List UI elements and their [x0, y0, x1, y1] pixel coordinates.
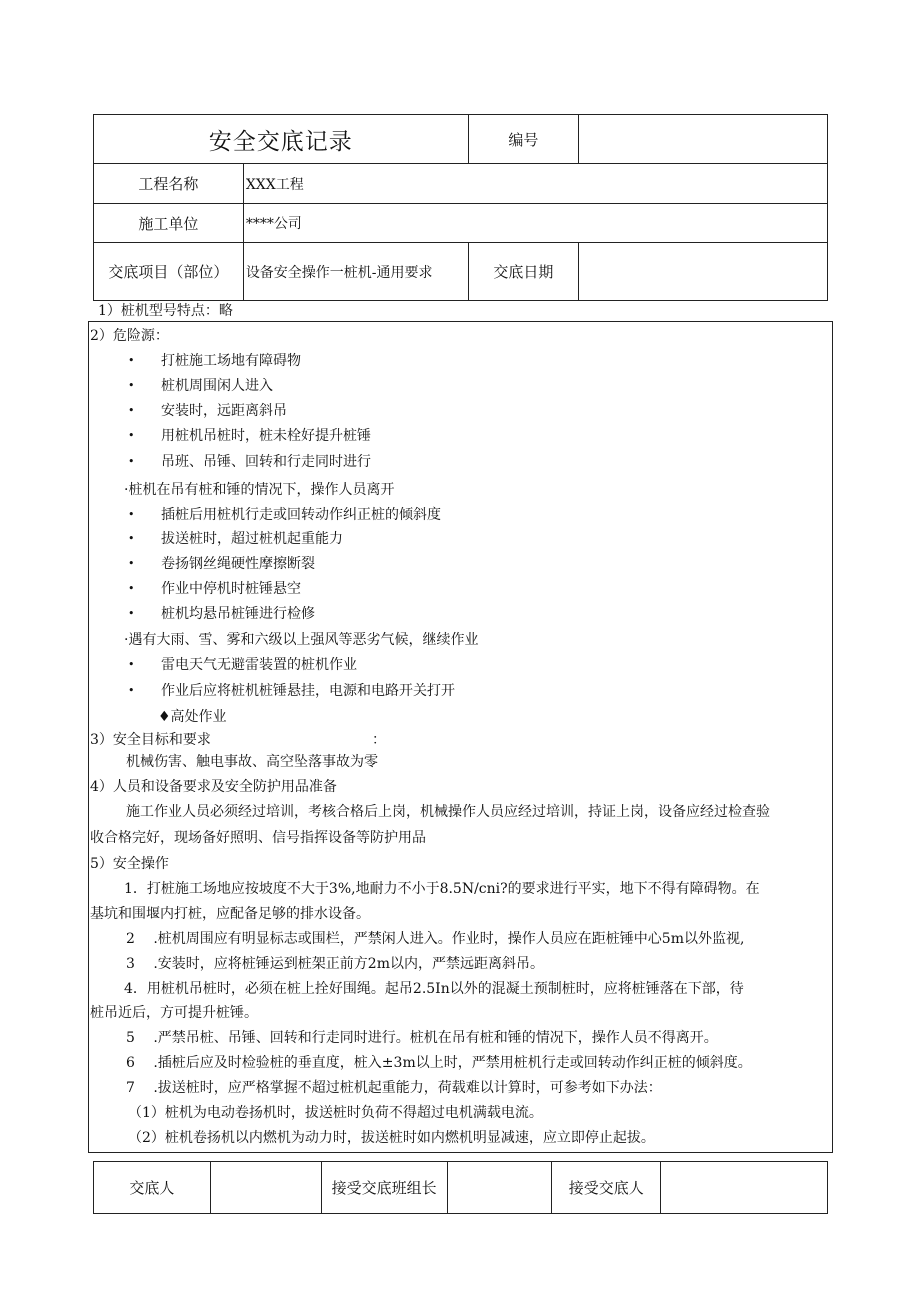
bullet-icon: • — [128, 354, 135, 367]
hazard-item: 插桩后用桩机行走或回转动作纠正桩的倾斜度 — [161, 507, 441, 523]
project-name-label: 工程名称 — [94, 164, 244, 204]
hazard-item: ·桩机在吊有桩和锤的情况下，操作人员离开 — [124, 482, 395, 498]
hazard-item: 作业后应将桩机桩锤悬挂，电源和电路开关打开 — [161, 683, 455, 699]
section-4-line1: 施工作业人员必须经过培训，考核合格后上岗，机械操作人员应经过培训，持证上岗，设备应经过检查验 — [126, 804, 770, 820]
operation-rule-5: 5 .严禁吊桩、吊锤、回转和行走同时进行。桩机在吊有桩和锤的情况下，操作人员不得离开。 — [126, 1030, 718, 1046]
header-table — [93, 114, 828, 301]
hazard-item: ♦高处作业 — [158, 709, 227, 725]
receiver-label: 接受交底人 — [552, 1162, 661, 1214]
team-leader-label: 接受交底班组长 — [321, 1162, 447, 1214]
bullet-icon: • — [128, 404, 135, 417]
operation-rule-4a: 4．用桩机吊桩时，必须在桩上拴好围绳。起吊2.5In以外的混凝土预制桩时，应将桩锤落在下部，待 — [124, 981, 744, 997]
disclosure-item-value: 设备安全操作一桩机-通用要求 — [243, 243, 468, 301]
bullet-icon: • — [128, 658, 135, 671]
operation-subrule-2: （2）桩机卷扬机以内燃机为动力时，拔送桩时如内燃机明显减速，应立即停止起拔。 — [128, 1130, 655, 1146]
bullet-icon: • — [128, 429, 135, 442]
construction-unit-label: 施工单位 — [94, 204, 244, 243]
receiver-signature-field[interactable] — [661, 1162, 828, 1214]
bullet-icon: • — [128, 508, 135, 521]
signature-table — [93, 1161, 828, 1214]
hazard-item: ·遇有大雨、雪、雾和六级以上强风等恶劣气候，继续作业 — [124, 632, 479, 648]
team-leader-signature-field[interactable] — [447, 1162, 552, 1214]
bullet-icon: • — [128, 557, 135, 570]
number-value — [579, 115, 828, 164]
disclosure-date-label: 交底日期 — [468, 243, 579, 301]
operation-rule-6: 6 .插桩后应及时检验桩的垂直度，桩入±3m以上时，严禁用桩机行走或回转动作纠正桩的倾斜度。 — [126, 1055, 752, 1071]
section-2-heading: 2）危险源： — [90, 328, 169, 344]
section-3-colon: ： — [372, 732, 386, 748]
bullet-icon: • — [128, 582, 135, 595]
section-1-model-features: 1）桩机型号特点：略 — [98, 303, 233, 319]
operation-rule-3: 3 .安装时，应将桩锤运到桩架正前方2m以内，严禁远距离斜吊。 — [126, 956, 544, 972]
hazard-item: 桩机均悬吊桩锤进行检修 — [161, 606, 315, 622]
bullet-icon: • — [128, 532, 135, 545]
bullet-icon: • — [128, 379, 135, 392]
operation-rule-1b: 基坑和围堰内打桩，应配备足够的排水设备。 — [90, 906, 370, 922]
discloser-label: 交底人 — [94, 1162, 211, 1214]
operation-rule-2: 2 .桩机周围应有明显标志或围栏，严禁闲人进入。作业时，操作人员应在距桩锤中心5m以外监视, — [126, 931, 745, 947]
operation-rule-4b: 桩吊近后，方可提升桩锤。 — [90, 1005, 258, 1021]
disclosure-date-value — [579, 243, 828, 301]
operation-rule-1a: 1．打桩施工场地应按坡度不大于3%,地耐力不小于8.5N/cni?的要求进行平实，地下不得有障碍物。在 — [124, 881, 760, 897]
hazard-item: 作业中停机时桩锤悬空 — [161, 581, 301, 597]
section-5-heading: 5）安全操作 — [90, 856, 169, 872]
section-4-line2: 收合格完好，现场备好照明、信号指挥设备等防护用品 — [90, 830, 426, 846]
hazard-item: 用桩机吊桩时，桩未栓好提升桩锤 — [161, 428, 371, 444]
bullet-icon: • — [128, 607, 135, 620]
page-title: 安全交底记录 — [94, 115, 469, 164]
section-4-heading: 4）人员和设备要求及安全防护用品准备 — [90, 779, 337, 795]
section-3-text: 机械伤害、触电事故、高空坠落事故为零 — [126, 754, 378, 770]
bullet-icon: • — [128, 684, 135, 697]
hazard-item: 安装时，远距离斜吊 — [161, 403, 287, 419]
hazard-item: 拔送桩时，超过桩机起重能力 — [161, 531, 343, 547]
number-label: 编号 — [468, 115, 579, 164]
hazard-item: 卷扬钢丝绳硬性摩擦断裂 — [161, 556, 315, 572]
hazard-item: 桩机周围闲人进入 — [161, 378, 273, 394]
hazard-item: 吊班、吊锤、回转和行走同时进行 — [161, 454, 371, 470]
hazard-item: 雷电天气无避雷装置的桩机作业 — [161, 657, 357, 673]
project-name-value: XXX工程 — [243, 164, 827, 204]
discloser-signature-field[interactable] — [210, 1162, 321, 1214]
operation-subrule-1: （1）桩机为电动卷扬机时，拔送桩时负荷不得超过电机满载电流。 — [128, 1105, 543, 1121]
disclosure-item-label: 交底项目（部位） — [94, 243, 244, 301]
hazard-item: 打桩施工场地有障碍物 — [161, 353, 301, 369]
bullet-icon: • — [128, 455, 135, 468]
construction-unit-value: ****公司 — [243, 204, 827, 243]
operation-rule-7: 7 .拔送桩时，应严格掌握不超过桩机起重能力，荷载难以计算时，可参考如下办法： — [126, 1080, 662, 1096]
section-3-heading: 3）安全目标和要求 — [90, 732, 211, 748]
